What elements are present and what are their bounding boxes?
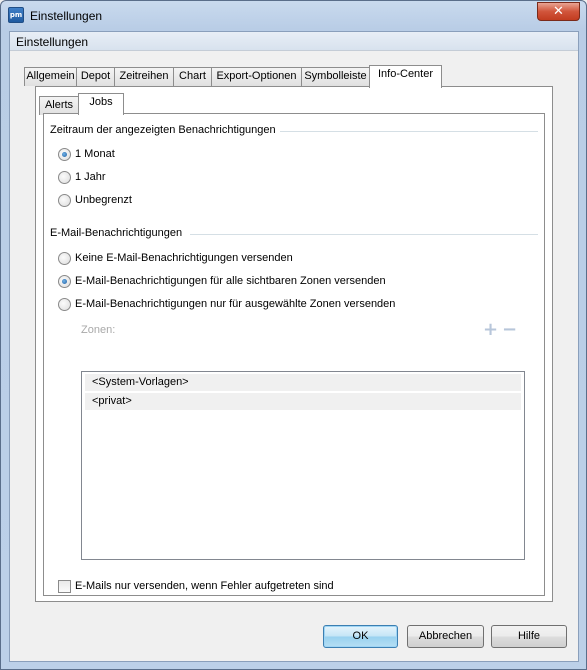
radio-alle-zonen[interactable] [58, 273, 386, 289]
add-zone-icon[interactable]: + [483, 319, 499, 340]
page-title: Einstellungen [16, 35, 89, 49]
tab-symbolleiste[interactable]: Symbolleiste [301, 67, 370, 86]
header-band [10, 32, 578, 51]
dialog-client-area [9, 31, 579, 662]
radio-button[interactable] [58, 148, 71, 161]
subtab-jobs[interactable]: Jobs [78, 93, 124, 115]
radio-unbegrenzt[interactable] [58, 192, 132, 208]
email-divider [190, 234, 538, 235]
subtab-alerts[interactable]: Alerts [39, 96, 79, 115]
ok-button[interactable]: OK [323, 625, 398, 648]
checkbox-label: E-Mails nur versenden, wenn Fehler aufgetreten sind [75, 580, 334, 592]
radio-keine-email[interactable] [58, 250, 293, 266]
radio-1-monat[interactable] [58, 146, 115, 162]
tab-info-center[interactable]: Info-Center [369, 65, 442, 88]
tab-allgemein[interactable]: Allgemein [24, 67, 77, 86]
radio-label: Unbegrenzt [75, 194, 132, 206]
radio-button[interactable] [58, 298, 71, 311]
zeitraum-heading: Zeitraum der angezeigten Benachrichtigungen [50, 124, 276, 136]
radio-label: E-Mail-Benachrichtigungen für alle sichtbaren Zonen versenden [75, 275, 386, 287]
jobs-panel [43, 113, 545, 596]
info-center-panel [35, 86, 553, 602]
close-icon: ✕ [553, 4, 564, 19]
error-only-checkbox[interactable] [58, 580, 71, 593]
list-item[interactable]: <System-Vorlagen> [85, 374, 521, 391]
radio-ausgewaehlte-zonen[interactable] [58, 296, 395, 312]
zones-list[interactable] [81, 371, 525, 560]
tab-export-optionen[interactable]: Export-Optionen [211, 67, 302, 86]
app-icon: pm [8, 7, 24, 23]
radio-1-jahr[interactable] [58, 169, 106, 185]
window-title: Einstellungen [30, 9, 103, 23]
title-bar[interactable] [1, 1, 586, 30]
tab-chart[interactable]: Chart [173, 67, 212, 86]
radio-button[interactable] [58, 252, 71, 265]
tab-zeitreihen[interactable]: Zeitreihen [114, 67, 174, 86]
radio-label: E-Mail-Benachrichtigungen nur für ausgewählte Zonen versenden [75, 298, 396, 310]
list-item[interactable]: <privat> [85, 393, 521, 410]
tab-depot[interactable]: Depot [76, 67, 115, 86]
radio-label: Keine E-Mail-Benachrichtigungen versenden [75, 252, 293, 264]
error-only-option[interactable] [58, 578, 334, 594]
radio-button[interactable] [58, 275, 71, 288]
remove-zone-icon[interactable]: − [502, 319, 518, 340]
zonen-label: Zonen: [81, 324, 116, 336]
radio-label: 1 Jahr [75, 171, 106, 183]
radio-label: 1 Monat [75, 148, 115, 160]
radio-button[interactable] [58, 171, 71, 184]
email-heading: E-Mail-Benachrichtigungen [50, 227, 183, 239]
cancel-button[interactable]: Abbrechen [407, 625, 484, 648]
close-button[interactable] [537, 2, 580, 21]
help-button[interactable]: Hilfe [491, 625, 567, 648]
zeitraum-divider [280, 131, 538, 132]
radio-button[interactable] [58, 194, 71, 207]
